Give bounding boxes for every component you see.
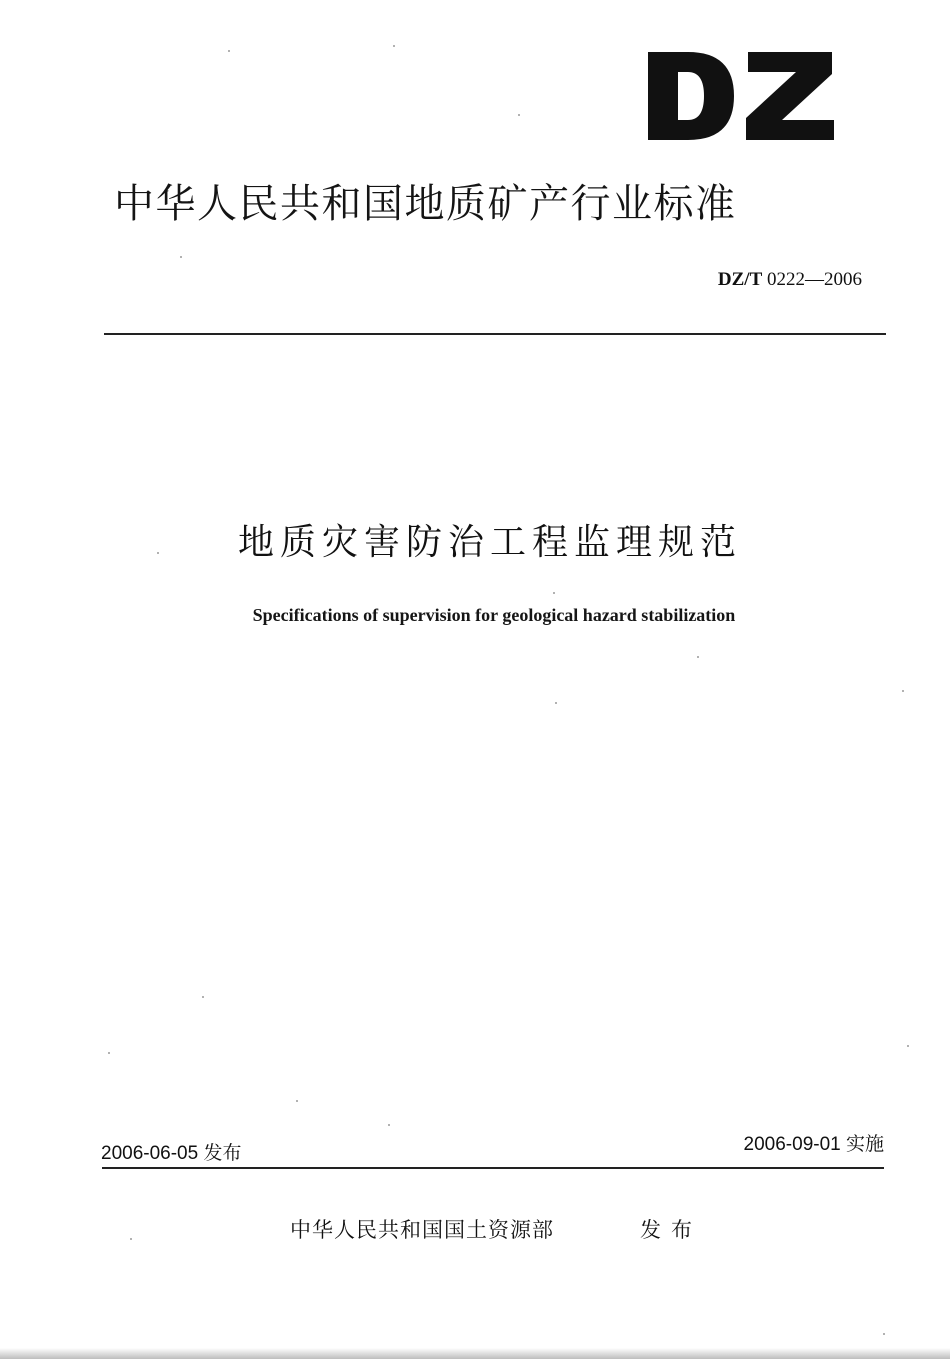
document-title-english: Specifications of supervision for geological hazard stabilization: [252, 605, 736, 625]
standard-code-prefix: DZ/T: [717, 269, 763, 290]
implementation-date: 2006-09-01 实施: [743, 1134, 884, 1155]
scan-speck: [553, 592, 555, 594]
dz-logo: [648, 48, 834, 144]
scan-speck: [555, 702, 557, 704]
scan-speck: [907, 1045, 909, 1047]
scan-speck: [108, 1052, 110, 1054]
top-divider: [104, 333, 886, 335]
scan-speck: [393, 45, 395, 47]
publish-label: 发布: [640, 1218, 702, 1242]
scan-speck: [228, 50, 230, 52]
standard-code: [718, 266, 862, 294]
scan-bottom-edge: [0, 1348, 950, 1359]
bottom-divider: [102, 1167, 884, 1169]
scan-speck: [180, 256, 182, 258]
scan-speck: [697, 656, 699, 658]
scan-speck: [296, 1100, 298, 1102]
scan-speck: [388, 1124, 390, 1126]
scan-speck: [202, 996, 204, 998]
scan-speck: [518, 114, 520, 116]
scan-speck: [883, 1333, 885, 1335]
scan-speck: [902, 690, 904, 692]
scan-speck: [130, 1238, 132, 1240]
release-date: 2006-06-05 发布: [101, 1143, 242, 1164]
document-title-chinese: 地质灾害防治工程监理规范: [237, 522, 742, 563]
scan-speck: [157, 552, 159, 554]
category-title: 中华人民共和国地质矿产行业标准: [114, 181, 737, 227]
standard-code-number: 0222—2006: [767, 269, 862, 290]
publisher-name: 中华人民共和国国土资源部: [290, 1218, 554, 1242]
